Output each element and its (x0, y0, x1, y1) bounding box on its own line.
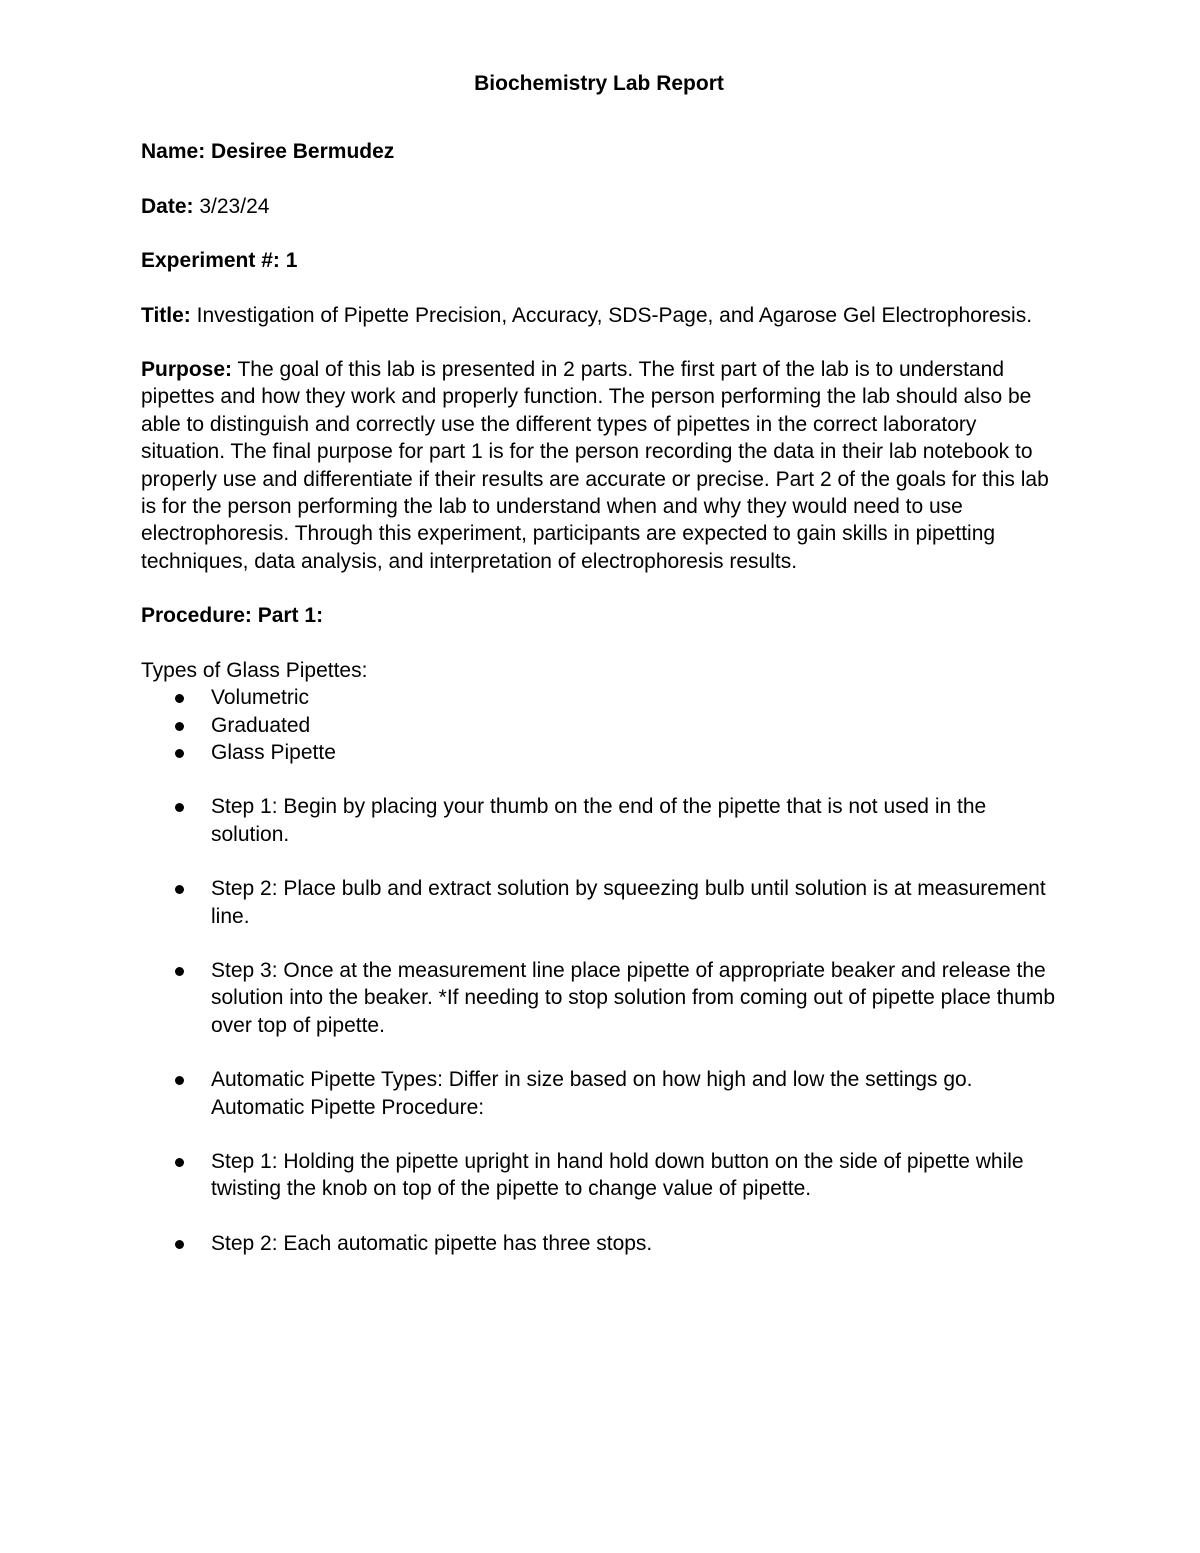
procedure-steps-list (141, 793, 1061, 1257)
bullet-icon (175, 694, 184, 703)
page-title: Biochemistry Lab Report (474, 72, 724, 95)
list-item-text: Step 1: Begin by placing your thumb on the end of the pipette that is not used in the solution. (211, 795, 987, 846)
title-line (141, 302, 1061, 329)
bullet-icon (175, 1158, 184, 1167)
document-page (141, 70, 1061, 1284)
pipette-types-list (141, 684, 1061, 766)
bullet-icon (175, 1076, 184, 1085)
name-line (141, 138, 1061, 165)
name-label: Name: (141, 140, 206, 164)
date-label: Date: (141, 194, 194, 218)
date-value: 3/23/24 (199, 194, 270, 218)
list-item (141, 957, 1061, 1039)
bullet-icon (175, 885, 184, 894)
list-item-text: Graduated (211, 713, 311, 737)
list-item-text: Automatic Pipette Types: Differ in size based on how high and low the settings go. Automatic Pipette Procedure: (211, 1068, 973, 1119)
list-item (141, 793, 1061, 848)
title-value: Investigation of Pipette Precision, Accuracy, SDS-Page, and Agarose Gel Electrophoresis. (196, 303, 1033, 327)
date-line (141, 193, 1061, 220)
experiment-label: Experiment #: (141, 249, 280, 273)
experiment-value: 1 (285, 249, 298, 273)
bullet-icon (175, 967, 184, 976)
list-item-text: Volumetric (211, 686, 310, 710)
name-value: Desiree Bermudez (211, 140, 395, 164)
title-label: Title: (141, 303, 191, 327)
types-intro: Types of Glass Pipettes: (141, 658, 368, 682)
procedure-heading: Procedure: Part 1: (141, 604, 324, 628)
bullet-icon (175, 1240, 184, 1249)
list-item-text: Step 2: Each automatic pipette has three stops. (211, 1231, 653, 1255)
purpose-label: Purpose: (141, 358, 233, 382)
purpose-value: The goal of this lab is presented in 2 parts. The first part of the lab is to understand pipettes and how they work and properly function. The person performing the lab should also be able to distinguish and correctly use the different types of pipettes in the correct laboratory situation. The final purpose for part 1 is for the person recording the data in their lab notebook to properly use and differentiate if their results are accurate or precise. Part 2 of the goals for this lab is for the person performing the lab to understand when and why they would need to use electrophoresis. Through this experiment, participants are expected to gain skills in pipetting techniques, data analysis, and interpretation of electrophoresis results. (141, 358, 1049, 573)
list-item (141, 875, 1061, 930)
bullet-icon (175, 722, 184, 731)
list-item (141, 739, 1061, 766)
list-item-text: Step 3: Once at the measurement line place pipette of appropriate beaker and release the solution into the beaker. *If needing to stop solution from coming out of pipette place thumb over top of pipette. (211, 958, 1056, 1037)
list-item (141, 1148, 1061, 1203)
list-item-text: Step 1: Holding the pipette upright in hand hold down button on the side of pipette while twisting the knob on top of the pipette to change value of pipette. (211, 1149, 1024, 1201)
list-item-text: Step 2: Place bulb and extract solution by squeezing bulb until solution is at measurement line. (211, 877, 1046, 928)
bullet-icon (175, 749, 184, 758)
list-item (141, 684, 1061, 711)
experiment-line (141, 247, 1061, 274)
list-item (141, 1230, 1061, 1257)
bullet-icon (175, 803, 184, 812)
list-item (141, 712, 1061, 739)
purpose-paragraph (141, 356, 1061, 575)
list-item (141, 1066, 1061, 1121)
list-item-text: Glass Pipette (211, 740, 336, 764)
